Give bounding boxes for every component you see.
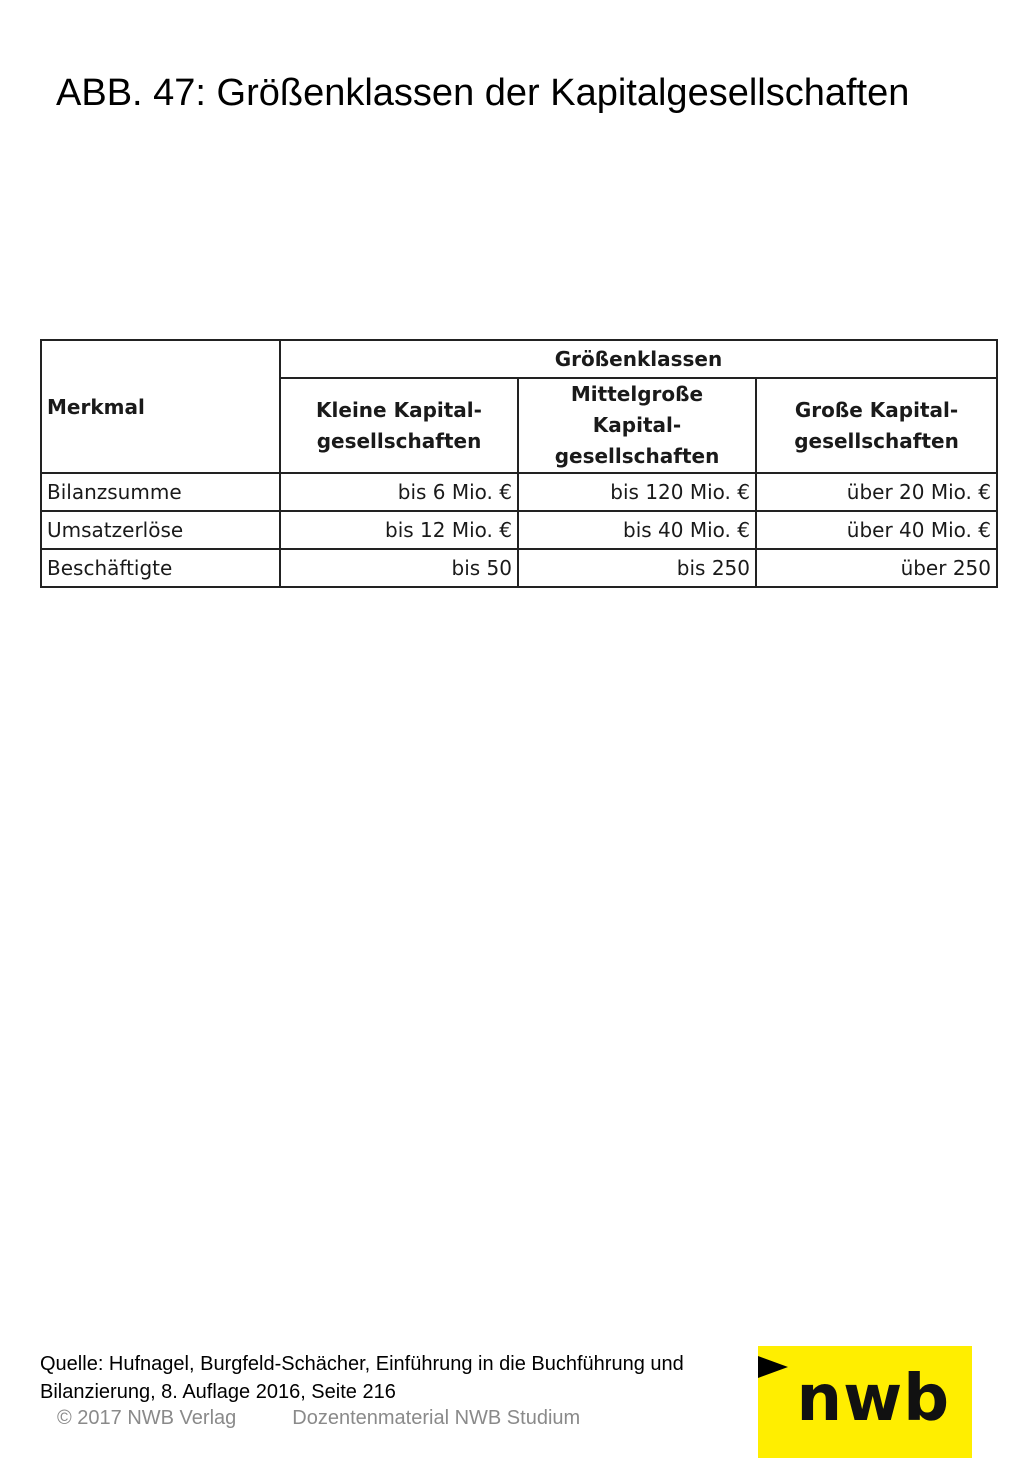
table-row <box>41 511 997 549</box>
column-header-large <box>756 378 997 473</box>
source-line1: Quelle: Hufnagel, Burgfeld-Schächer, Einführung in die Buchführung und <box>40 1353 684 1375</box>
footer-copyright <box>57 1407 580 1430</box>
arrow-right-icon <box>758 1356 788 1378</box>
table-cell: bis 50 <box>280 549 518 587</box>
row-label: Umsatzerlöse <box>41 511 280 549</box>
column-header-line2: gesellschaften <box>316 428 482 453</box>
table-cell: bis 6 Mio. € <box>280 473 518 511</box>
table-row <box>41 549 997 587</box>
column-header-small <box>280 378 518 473</box>
nwb-logo <box>758 1346 972 1458</box>
size-class-table-container <box>40 339 996 588</box>
table-header-row-group <box>41 340 997 378</box>
table-cell: über 40 Mio. € <box>756 511 997 549</box>
column-header-line2: gesellschaften <box>794 428 959 453</box>
table-row <box>41 473 997 511</box>
table-cell: über 250 <box>756 549 997 587</box>
merkmal-header: Merkmal <box>41 340 280 473</box>
column-header-line1: Mittelgroße Kapital- <box>570 382 704 437</box>
table-cell: bis 12 Mio. € <box>280 511 518 549</box>
table-cell: bis 120 Mio. € <box>518 473 756 511</box>
size-class-table <box>40 339 998 588</box>
table-cell: über 20 Mio. € <box>756 473 997 511</box>
table-cell: bis 40 Mio. € <box>518 511 756 549</box>
source-line2: Bilanzierung, 8. Auflage 2016, Seite 216 <box>40 1381 396 1403</box>
row-label: Bilanzsumme <box>41 473 280 511</box>
copyright-text: © 2017 NWB Verlag <box>57 1407 237 1429</box>
logo-text: nwb <box>796 1362 950 1436</box>
column-header-line1: Große Kapital- <box>794 397 959 422</box>
group-header: Größenklassen <box>280 340 997 378</box>
material-text: Dozentenmaterial NWB Studium <box>292 1407 581 1429</box>
row-label: Beschäftigte <box>41 549 280 587</box>
column-header-line2: gesellschaften <box>554 444 720 468</box>
table-cell: bis 250 <box>518 549 756 587</box>
column-header-line1: Kleine Kapital- <box>316 397 482 422</box>
source-citation <box>40 1350 770 1406</box>
column-header-medium <box>518 378 756 473</box>
page-title: ABB. 47: Größenklassen der Kapitalgesellschaften <box>56 72 910 114</box>
